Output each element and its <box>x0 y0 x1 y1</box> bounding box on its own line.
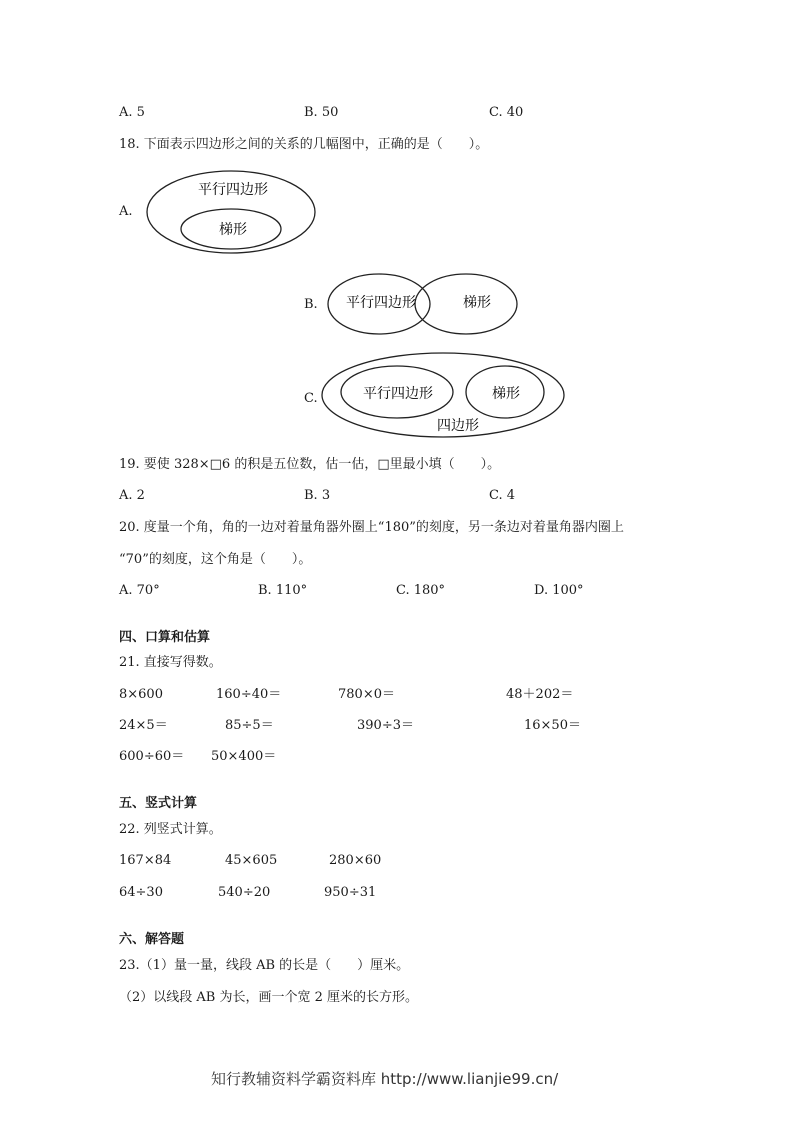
q18-diagram-a <box>145 168 320 256</box>
label-parallelogram: 平行四边形 <box>363 386 433 402</box>
section4-title: 四、口算和估算 <box>119 630 211 645</box>
q18-option-b-label: B. <box>304 297 318 312</box>
label-trapezoid: 梯形 <box>463 295 491 311</box>
q18-diagram-c <box>318 350 568 443</box>
q22-stem: 22. 列竖式计算。 <box>119 822 222 837</box>
q20-option-c: C. 180° <box>396 583 446 598</box>
label-trapezoid: 梯形 <box>219 222 247 238</box>
q21-item: 85÷5＝ <box>225 718 274 733</box>
q17-option-b: B. 50 <box>304 105 339 120</box>
q21-item: 48＋202＝ <box>506 687 574 702</box>
q22-item: 45×605 <box>225 853 278 868</box>
q21-stem: 21. 直接写得数。 <box>119 655 222 670</box>
q20-option-b: B. 110° <box>258 583 308 598</box>
q17-option-a: A. 5 <box>119 105 145 120</box>
q19-option-b: B. 3 <box>304 488 331 503</box>
q18-option-a-label: A. <box>119 204 133 219</box>
q21-item: 8×600 <box>119 687 163 702</box>
q18-diagram-b <box>323 270 521 340</box>
q18-stem: 18. 下面表示四边形之间的关系的几幅图中，正确的是（ ）。 <box>119 137 489 152</box>
label-parallelogram: 平行四边形 <box>198 182 268 198</box>
q17-option-c: C. 40 <box>489 105 524 120</box>
label-parallelogram: 平行四边形 <box>346 295 416 311</box>
q21-item: 24×5＝ <box>119 718 168 733</box>
q23-part1: 23.（1）量一量，线段 AB 的长是（ ）厘米。 <box>119 958 410 973</box>
q21-item: 160÷40＝ <box>216 687 282 702</box>
q20-option-d: D. 100° <box>534 583 584 598</box>
section5-title: 五、竖式计算 <box>119 796 198 811</box>
q21-item: 780×0＝ <box>338 687 395 702</box>
q21-item: 600÷60＝ <box>119 749 185 764</box>
q22-item: 167×84 <box>119 853 172 868</box>
q20-stem-line2: “70”的刻度，这个角是（ ）。 <box>119 552 312 567</box>
q22-item: 64÷30 <box>119 885 163 900</box>
q20-stem-line1: 20. 度量一个角，角的一边对着量角器外圈上“180”的刻度，另一条边对着量角器内圈上 <box>119 520 624 535</box>
label-trapezoid: 梯形 <box>492 386 520 402</box>
q21-item: 50×400＝ <box>211 749 277 764</box>
q22-item: 950÷31 <box>324 885 377 900</box>
q23-part2: （2）以线段 AB 为长，画一个宽 2 厘米的长方形。 <box>119 990 419 1005</box>
label-quadrilateral: 四边形 <box>437 418 479 434</box>
q18-option-c-label: C. <box>304 391 318 406</box>
q22-item: 540÷20 <box>218 885 271 900</box>
q22-item: 280×60 <box>329 853 382 868</box>
q19-option-a: A. 2 <box>119 488 145 503</box>
footer-watermark: 知行教辅资料学霸资料库 http://www.lianjie99.cn/ <box>211 1070 559 1088</box>
section6-title: 六、解答题 <box>119 932 185 947</box>
q19-stem: 19. 要使 328×□6 的积是五位数，估一估，□里最小填（ ）。 <box>119 457 501 472</box>
q20-option-a: A. 70° <box>119 583 160 598</box>
q19-option-c: C. 4 <box>489 488 516 503</box>
q21-item: 390÷3＝ <box>357 718 414 733</box>
q21-item: 16×50＝ <box>524 718 581 733</box>
